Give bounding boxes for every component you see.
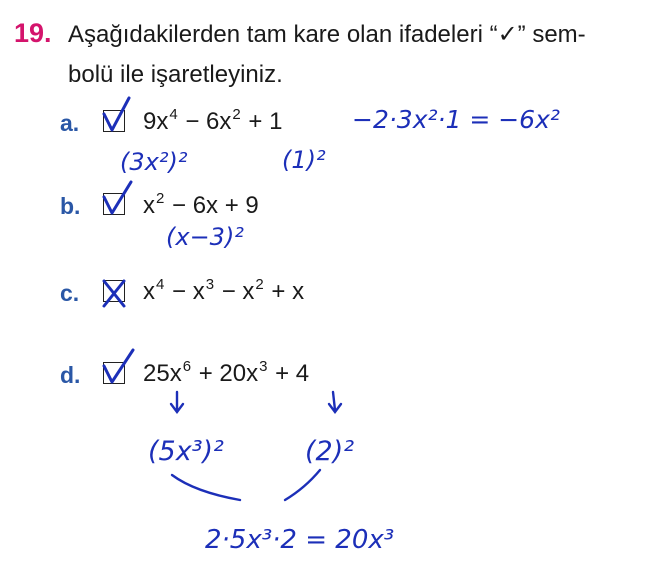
note-d-right: (2)²: [305, 436, 355, 467]
note-a-right: −2·3x²·1 = −6x²: [352, 105, 560, 134]
connector-curve: [285, 470, 320, 500]
option-letter: a.: [60, 110, 80, 136]
expression-d: $25x^6 + 20x^3 + 4$: [143, 358, 310, 387]
note-b-below: (x−3)²: [166, 223, 244, 251]
question-text-line-2: bolü ile işaretleyiniz.: [68, 61, 283, 88]
arrow-down-icon: [171, 392, 183, 412]
expression-b: $x^2 - 6x + 9$: [143, 190, 259, 219]
question-number: 19.: [14, 18, 52, 48]
checkbox-c[interactable]: [103, 280, 125, 302]
note-d-bottom: 2·5x³·2 = 20x³: [205, 525, 395, 555]
connector-curve: [172, 475, 240, 500]
note-a-mid: (1)²: [282, 146, 326, 174]
option-letter: b.: [60, 193, 81, 219]
option-letter: c.: [60, 280, 80, 306]
note-d-left: (5x³)²: [148, 436, 224, 467]
checkbox-d[interactable]: [103, 362, 125, 384]
arrow-down-icon: [329, 392, 341, 412]
question-text-line-1: Aşağıdakilerden tam kare olan ifadeleri “✓” sem-: [68, 21, 586, 48]
note-a-left: (3x²)²: [120, 148, 188, 176]
expression-c: $x^4 - x^3 - x^2 + x$: [143, 276, 305, 305]
option-letter: d.: [60, 362, 81, 388]
checkbox-a[interactable]: [103, 110, 125, 132]
checkbox-b[interactable]: [103, 193, 125, 215]
expression-a: $9x^4 - 6x^2 + 1$: [143, 106, 283, 135]
